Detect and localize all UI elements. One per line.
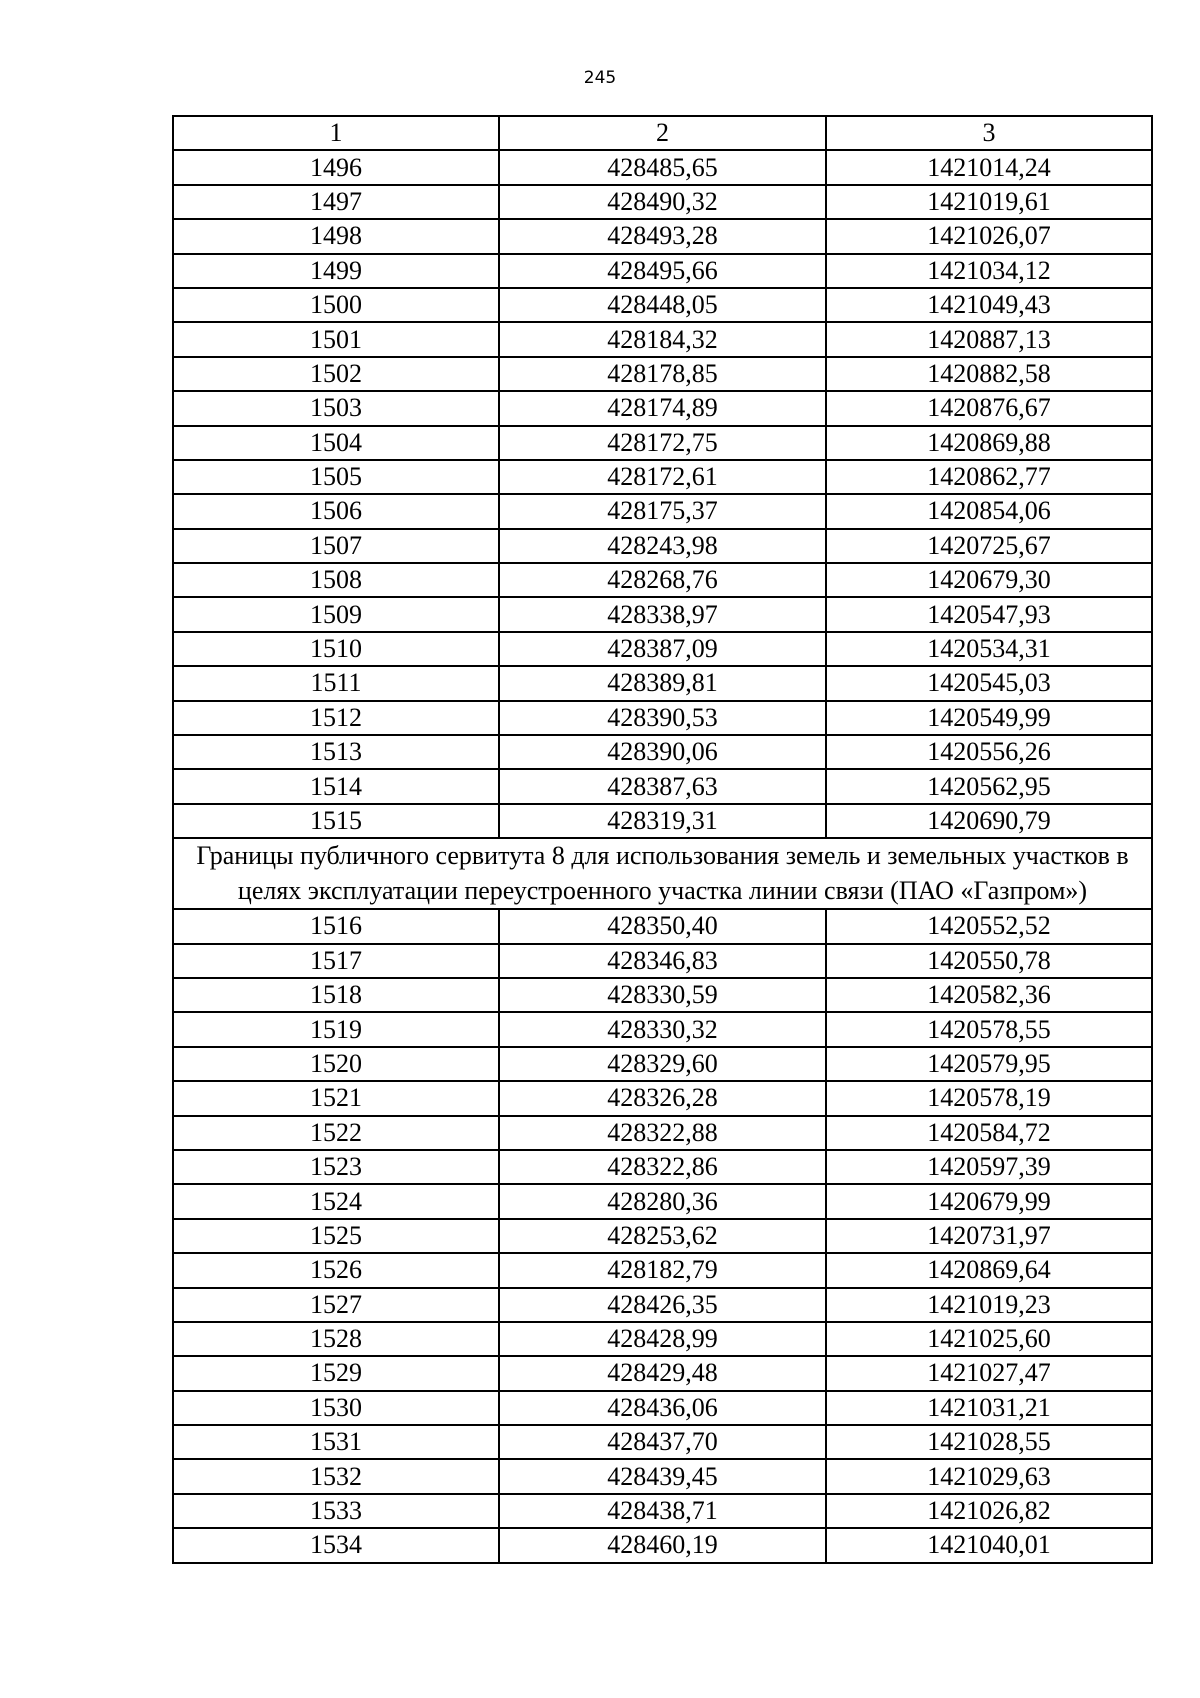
table-row [173,1391,1152,1425]
y-coordinate-cell: 1420887,13 [826,322,1152,356]
point-number-cell: 1508 [173,563,499,597]
point-number-cell: 1497 [173,185,499,219]
x-coordinate-cell: 428253,62 [499,1219,826,1253]
x-coordinate-cell: 428495,66 [499,254,826,288]
point-number-cell: 1534 [173,1528,499,1562]
table-row [173,1322,1152,1356]
y-coordinate-cell: 1420882,58 [826,357,1152,391]
x-coordinate-cell: 428184,32 [499,322,826,356]
section-title: Границы публичного сервитута 8 для использования земель и земельных участков в целях эксплуатации переустроенного участка линии связи (ПАО «Газпром») [173,838,1152,909]
y-coordinate-cell: 1420862,77 [826,460,1152,494]
table-row [173,426,1152,460]
x-coordinate-cell: 428178,85 [499,357,826,391]
table-row [173,1288,1152,1322]
point-number-cell: 1520 [173,1047,499,1081]
table-row [173,1425,1152,1459]
x-coordinate-cell: 428322,86 [499,1150,826,1184]
x-coordinate-cell: 428322,88 [499,1116,826,1150]
y-coordinate-cell: 1420869,88 [826,426,1152,460]
table-row [173,357,1152,391]
x-coordinate-cell: 428175,37 [499,494,826,528]
point-number-cell: 1516 [173,909,499,943]
y-coordinate-cell: 1420869,64 [826,1253,1152,1287]
y-coordinate-cell: 1420562,95 [826,769,1152,803]
y-coordinate-cell: 1420579,95 [826,1047,1152,1081]
point-number-cell: 1526 [173,1253,499,1287]
y-coordinate-cell: 1420547,93 [826,597,1152,631]
table-row [173,529,1152,563]
point-number-cell: 1525 [173,1219,499,1253]
point-number-cell: 1499 [173,254,499,288]
point-number-cell: 1528 [173,1322,499,1356]
x-coordinate-cell: 428485,65 [499,150,826,184]
y-coordinate-cell: 1420534,31 [826,632,1152,666]
y-coordinate-cell: 1420690,79 [826,804,1152,838]
point-number-cell: 1521 [173,1081,499,1115]
point-number-cell: 1513 [173,735,499,769]
table-row [173,1116,1152,1150]
point-number-cell: 1505 [173,460,499,494]
table-row [173,563,1152,597]
y-coordinate-cell: 1420582,36 [826,978,1152,1012]
x-coordinate-cell: 428390,06 [499,735,826,769]
table-row [173,460,1152,494]
x-coordinate-cell: 428389,81 [499,666,826,700]
table-row [173,1012,1152,1046]
point-number-cell: 1518 [173,978,499,1012]
x-coordinate-cell: 428330,32 [499,1012,826,1046]
point-number-cell: 1515 [173,804,499,838]
x-coordinate-cell: 428436,06 [499,1391,826,1425]
table-row [173,494,1152,528]
y-coordinate-cell: 1421031,21 [826,1391,1152,1425]
x-coordinate-cell: 428172,61 [499,460,826,494]
point-number-cell: 1496 [173,150,499,184]
x-coordinate-cell: 428338,97 [499,597,826,631]
point-number-cell: 1509 [173,597,499,631]
table-row [173,632,1152,666]
point-number-cell: 1507 [173,529,499,563]
table-row [173,1253,1152,1287]
table-row [173,597,1152,631]
y-coordinate-cell: 1420876,67 [826,391,1152,425]
y-coordinate-cell: 1420731,97 [826,1219,1152,1253]
table-row [173,1219,1152,1253]
x-coordinate-cell: 428346,83 [499,944,826,978]
table-row [173,769,1152,803]
point-number-cell: 1512 [173,701,499,735]
point-number-cell: 1517 [173,944,499,978]
table-row [173,735,1152,769]
point-number-cell: 1498 [173,219,499,253]
point-number-cell: 1532 [173,1459,499,1493]
x-coordinate-cell: 428268,76 [499,563,826,597]
point-number-cell: 1504 [173,426,499,460]
y-coordinate-cell: 1420597,39 [826,1150,1152,1184]
table-row [173,1184,1152,1218]
x-coordinate-cell: 428387,63 [499,769,826,803]
y-coordinate-cell: 1420545,03 [826,666,1152,700]
y-coordinate-cell: 1421029,63 [826,1459,1152,1493]
point-number-cell: 1502 [173,357,499,391]
point-number-cell: 1524 [173,1184,499,1218]
coordinates-table [172,115,1153,1564]
y-coordinate-cell: 1421049,43 [826,288,1152,322]
point-number-cell: 1519 [173,1012,499,1046]
y-coordinate-cell: 1420552,52 [826,909,1152,943]
point-number-cell: 1510 [173,632,499,666]
point-number-cell: 1527 [173,1288,499,1322]
y-coordinate-cell: 1421025,60 [826,1322,1152,1356]
y-coordinate-cell: 1421026,82 [826,1494,1152,1528]
table-row [173,254,1152,288]
x-coordinate-cell: 428429,48 [499,1356,826,1390]
table-row [173,1459,1152,1493]
x-coordinate-cell: 428330,59 [499,978,826,1012]
point-number-cell: 1506 [173,494,499,528]
table-row [173,150,1152,184]
point-number-cell: 1523 [173,1150,499,1184]
point-number-cell: 1514 [173,769,499,803]
x-coordinate-cell: 428493,28 [499,219,826,253]
table-row [173,185,1152,219]
x-coordinate-cell: 428460,19 [499,1528,826,1562]
table-row [173,219,1152,253]
x-coordinate-cell: 428387,09 [499,632,826,666]
table-row [173,666,1152,700]
y-coordinate-cell: 1421027,47 [826,1356,1152,1390]
y-coordinate-cell: 1421026,07 [826,219,1152,253]
x-coordinate-cell: 428243,98 [499,529,826,563]
y-coordinate-cell: 1420854,06 [826,494,1152,528]
header-cell-x: 2 [499,116,826,150]
y-coordinate-cell: 1421040,01 [826,1528,1152,1562]
y-coordinate-cell: 1420556,26 [826,735,1152,769]
point-number-cell: 1533 [173,1494,499,1528]
x-coordinate-cell: 428182,79 [499,1253,826,1287]
point-number-cell: 1503 [173,391,499,425]
x-coordinate-cell: 428428,99 [499,1322,826,1356]
section-title-row [173,838,1152,909]
x-coordinate-cell: 428350,40 [499,909,826,943]
x-coordinate-cell: 428439,45 [499,1459,826,1493]
x-coordinate-cell: 428437,70 [499,1425,826,1459]
x-coordinate-cell: 428490,32 [499,185,826,219]
x-coordinate-cell: 428319,31 [499,804,826,838]
y-coordinate-cell: 1420578,19 [826,1081,1152,1115]
table-row [173,1494,1152,1528]
y-coordinate-cell: 1421019,61 [826,185,1152,219]
header-cell-point: 1 [173,116,499,150]
table-row [173,322,1152,356]
y-coordinate-cell: 1420578,55 [826,1012,1152,1046]
x-coordinate-cell: 428329,60 [499,1047,826,1081]
y-coordinate-cell: 1421019,23 [826,1288,1152,1322]
table-row [173,978,1152,1012]
y-coordinate-cell: 1421034,12 [826,254,1152,288]
point-number-cell: 1500 [173,288,499,322]
table-row [173,804,1152,838]
header-cell-y: 3 [826,116,1152,150]
page-number: 245 [583,68,617,88]
y-coordinate-cell: 1420679,99 [826,1184,1152,1218]
x-coordinate-cell: 428390,53 [499,701,826,735]
table-row [173,1150,1152,1184]
point-number-cell: 1531 [173,1425,499,1459]
point-number-cell: 1511 [173,666,499,700]
table-body [173,116,1152,1563]
x-coordinate-cell: 428448,05 [499,288,826,322]
table-row [173,1047,1152,1081]
y-coordinate-cell: 1421028,55 [826,1425,1152,1459]
y-coordinate-cell: 1420550,78 [826,944,1152,978]
y-coordinate-cell: 1420584,72 [826,1116,1152,1150]
x-coordinate-cell: 428174,89 [499,391,826,425]
y-coordinate-cell: 1420725,67 [826,529,1152,563]
y-coordinate-cell: 1421014,24 [826,150,1152,184]
table-row [173,288,1152,322]
table-row [173,1081,1152,1115]
x-coordinate-cell: 428426,35 [499,1288,826,1322]
table-row [173,391,1152,425]
point-number-cell: 1522 [173,1116,499,1150]
table-row [173,701,1152,735]
point-number-cell: 1501 [173,322,499,356]
table-row [173,1356,1152,1390]
table-row [173,1528,1152,1562]
header-row [173,116,1152,150]
point-number-cell: 1530 [173,1391,499,1425]
point-number-cell: 1529 [173,1356,499,1390]
x-coordinate-cell: 428280,36 [499,1184,826,1218]
x-coordinate-cell: 428438,71 [499,1494,826,1528]
y-coordinate-cell: 1420679,30 [826,563,1152,597]
table-row [173,909,1152,943]
y-coordinate-cell: 1420549,99 [826,701,1152,735]
table-row [173,944,1152,978]
x-coordinate-cell: 428172,75 [499,426,826,460]
x-coordinate-cell: 428326,28 [499,1081,826,1115]
